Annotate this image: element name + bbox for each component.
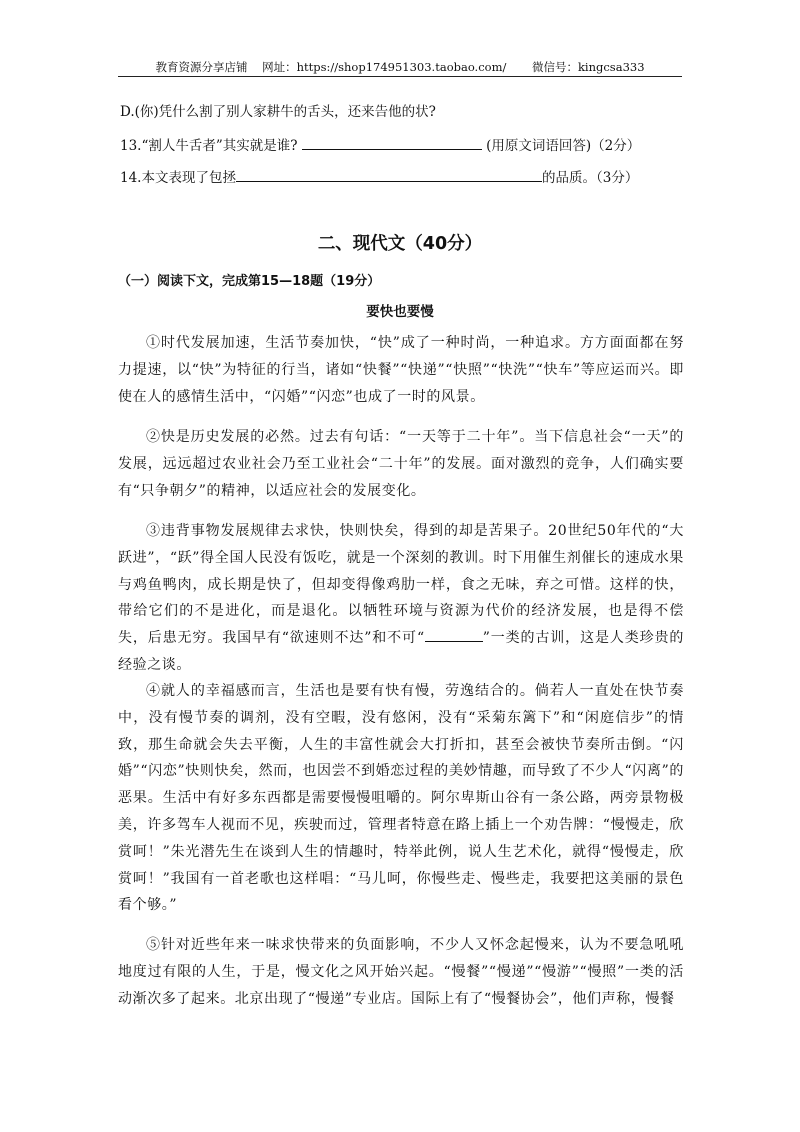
paragraph-5: ⑤针对近些年来一味求快带来的负面影响，不少人又怀念起慢来，认为不要急吼吼地度过有限的人生，于是，慢文化之风开始兴起。“慢餐”“慢递”“慢游”“慢照”一类的活动渐次多了起来。北京出现了“慢递”专业店。国际上有了“慢餐协会”，他们声称，慢餐	[118, 937, 684, 1007]
question-14-prompt: 14.本文表现了包拯	[120, 170, 236, 186]
header-divider	[118, 76, 682, 77]
paragraph-3-text-a: ③违背事物发展规律去求快，快则快矣，得到的却是苦果子。20世纪50年代的“大跃进”，“跃”得全国人民没有饭吃，就是一个深刻的教训。时下用催生剂催长的速成水果与鸡鱼鸭肉，成长期是快了，但却变得像鸡肋一样，食之无味，弃之可惜。这样的快，带给它们的不是进化，而是退化。以牺牲环境与资源为代价的经济发展，也是得不偿失，后患无穷。我国早有“欲速则不达”和不可“	[118, 523, 684, 647]
question-13-note: (用原文词语回答)（2分）	[486, 138, 641, 154]
question-14-note: 的品质。（3分）	[541, 170, 639, 186]
header-shop-name: 教育资源分享店铺	[155, 60, 248, 74]
question-13	[120, 134, 640, 156]
header-wechat-label: 微信号：	[531, 60, 578, 74]
section-subtitle: （一）阅读下文，完成第15—18题（19分）	[118, 274, 381, 289]
paragraph-3-fill-blank	[425, 627, 483, 642]
question-13-prompt: 13.“割人牛舌者”其实就是谁?	[120, 138, 298, 154]
header-wechat: kingcsa333	[577, 60, 645, 74]
question-13-answer-blank	[302, 134, 482, 150]
section-title: 二、现代文（40分）	[317, 234, 483, 254]
paragraph-4: ④就人的幸福感而言，生活也是要有快有慢，劳逸结合的。倘若人一直处在快节奏中，没有慢节奏的调剂，没有空暇，没有悠闲，没有“采菊东篱下”和“闲庭信步”的情致，那生命就会失去平衡，人生的丰富性就会大打折扣，甚至会被快节奏所击倒。“闪婚”“闪恋”快则快矣，然而，也因尝不到婚恋过程的美妙情趣，而导致了不少人“闪离”的恶果。生活中有好多东西都是需要慢慢咀嚼的。阿尔卑斯山谷有一条公路，两旁景物极美，许多驾车人视而不见，疾驶而过，管理者特意在路上插上一个劝告牌：“慢慢走，欣赏呵！”朱光潜先生在谈到人生的情趣时，特举此例，说人生艺术化，就得“慢慢走，欣赏呵！”我国有一首老歌也这样唱：“马儿呵，你慢些走、慢些走，我要把这美丽的景色看个够。”	[118, 683, 684, 914]
article-title: 要快也要慢	[366, 304, 434, 320]
question-14-answer-blank	[236, 166, 542, 182]
header-url: https://shop174951303.taobao.com/	[296, 60, 507, 74]
paragraph-1: ①时代发展加速，生活节奏加快，“快”成了一种时尚，一种追求。方方面面都在努力提速，以“快”为特征的行当，诸如“快餐”“快递”“快照”“快洗”“快车”等应运而兴。即使在人的感情生活中，“闪婚”“闪恋”也成了一时的风景。	[118, 335, 684, 405]
header-url-label: 网址：	[262, 60, 297, 74]
question-14	[120, 166, 638, 188]
paragraph-3	[118, 518, 684, 679]
paragraph-2: ②快是历史发展的必然。过去有句话：“一天等于二十年”。当下信息社会“一天”的发展，远远超过农业社会乃至工业社会“二十年”的发展。面对激烈的竞争，人们确实要有“只争朝夕”的精神，以适应社会的发展变化。	[118, 429, 684, 499]
paragraph-3-text-b: ”一类的古训，这是人类珍贵的经验之谈。	[118, 630, 684, 673]
page-header	[118, 58, 682, 76]
option-d: D.(你)凭什么割了别人家耕牛的舌头，还来告他的状?	[120, 104, 436, 120]
